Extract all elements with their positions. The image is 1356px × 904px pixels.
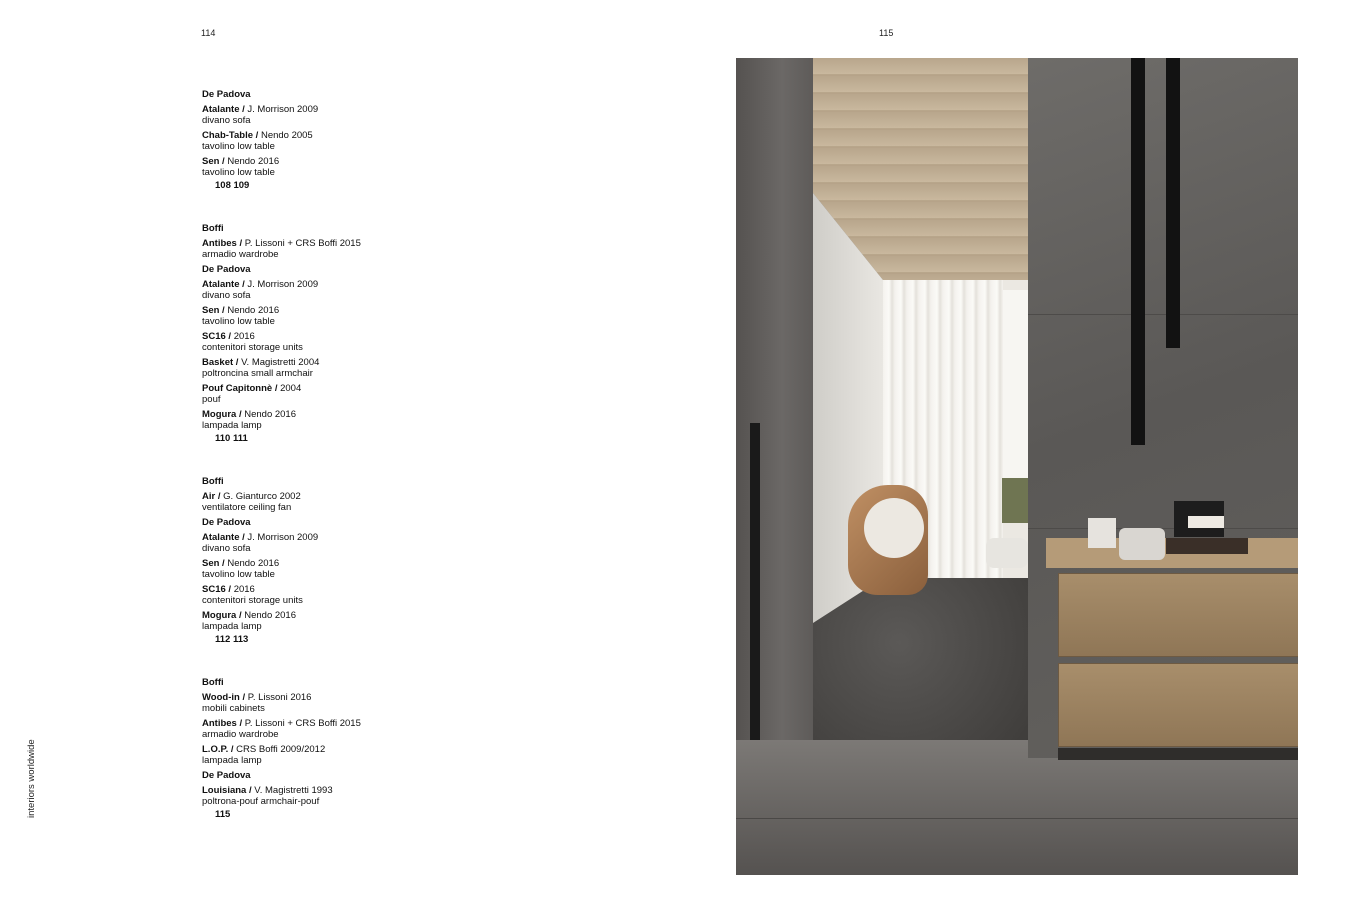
photo-tray (1166, 538, 1248, 554)
product-entry (202, 785, 462, 807)
product-description: lampada lamp (202, 420, 262, 431)
product-description: poltroncina small armchair (202, 368, 313, 379)
product-description: ventilatore ceiling fan (202, 502, 292, 513)
product-description: tavolino low table (202, 141, 275, 152)
product-description: lampada lamp (202, 755, 262, 766)
brand-name: De Padova (202, 770, 251, 781)
product-designer: J. Morrison 2009 (247, 279, 319, 290)
photo-marble-bowl (1119, 528, 1165, 560)
product-entry (202, 104, 462, 126)
page-reference: 108 109 (215, 180, 250, 191)
product-description: armadio wardrobe (202, 729, 279, 740)
product-name: Sen / (202, 156, 225, 167)
credit-group (202, 89, 462, 191)
product-designer: J. Morrison 2009 (247, 532, 319, 543)
product-designer: Nendo 2016 (244, 409, 297, 420)
product-designer: P. Lissoni + CRS Boffi 2015 (244, 718, 361, 729)
product-entry (202, 383, 462, 405)
product-entry (202, 409, 462, 431)
photo-cabinet-drawer (1058, 663, 1298, 747)
product-description: divano sofa (202, 543, 251, 554)
photo-soap-bar (1188, 516, 1224, 528)
product-entry (202, 238, 462, 260)
page-number-left: 114 (201, 28, 216, 38)
product-designer: 2004 (280, 383, 302, 394)
page-number-right: 115 (879, 28, 894, 38)
product-designer: Nendo 2016 (244, 610, 297, 621)
brand-name: De Padova (202, 264, 251, 275)
product-description: divano sofa (202, 115, 251, 126)
page-reference: 110 111 (215, 433, 248, 444)
product-name: Antibes / (202, 718, 243, 729)
product-name: SC16 / (202, 584, 232, 595)
interior-photo (736, 58, 1298, 875)
page-reference: 112 113 (215, 634, 249, 645)
product-entry (202, 692, 462, 714)
product-name: Mogura / (202, 409, 242, 420)
product-designer: V. Magistretti 2004 (241, 357, 320, 368)
product-description: poltrona-pouf armchair-pouf (202, 796, 320, 807)
product-name: Wood-in / (202, 692, 246, 703)
product-name: Pouf Capitonnè / (202, 383, 278, 394)
brand-name: Boffi (202, 223, 224, 234)
product-entry (202, 357, 462, 379)
product-designer: J. Morrison 2009 (247, 104, 319, 115)
product-entry (202, 156, 462, 178)
product-entry (202, 744, 462, 766)
photo-armchair-cushion (864, 498, 924, 558)
product-entry (202, 279, 462, 301)
product-entry (202, 491, 462, 513)
credits-list (202, 89, 462, 852)
product-entry (202, 610, 462, 632)
product-name: Atalante / (202, 279, 245, 290)
photo-cabinet-shadow (1058, 748, 1298, 760)
photo-carpet (813, 578, 1028, 740)
product-entry (202, 718, 462, 740)
product-name: Air / (202, 491, 221, 502)
photo-ottoman (986, 538, 1028, 568)
photo-marble-cube (1088, 518, 1116, 548)
product-entry (202, 532, 462, 554)
product-name: Sen / (202, 305, 225, 316)
product-designer: Nendo 2016 (227, 305, 280, 316)
product-entry (202, 331, 462, 353)
photo-pendant-lamp (1131, 58, 1145, 445)
product-description: tavolino low table (202, 316, 275, 327)
product-designer: Nendo 2005 (260, 130, 313, 141)
product-designer: P. Lissoni + CRS Boffi 2015 (244, 238, 361, 249)
photo-stone-joint (1028, 314, 1298, 315)
credit-group (202, 476, 462, 645)
product-description: pouf (202, 394, 221, 405)
product-description: mobili cabinets (202, 703, 265, 714)
product-designer: 2016 (233, 584, 255, 595)
product-description: lampada lamp (202, 621, 262, 632)
product-name: Atalante / (202, 532, 245, 543)
product-designer: 2016 (233, 331, 255, 342)
product-entry (202, 558, 462, 580)
product-name: Chab-Table / (202, 130, 259, 141)
product-designer: CRS Boffi 2009/2012 (236, 744, 326, 755)
product-designer: V. Magistretti 1993 (254, 785, 333, 796)
photo-pendant-lamp (1166, 58, 1180, 348)
photo-cabinet-drawer (1058, 573, 1298, 657)
product-name: Mogura / (202, 610, 242, 621)
product-entry (202, 305, 462, 327)
product-designer: P. Lissoni 2016 (247, 692, 312, 703)
product-description: tavolino low table (202, 569, 275, 580)
brand-name: Boffi (202, 677, 224, 688)
product-description: contenitori storage units (202, 342, 303, 353)
product-name: Sen / (202, 558, 225, 569)
product-entry (202, 130, 462, 152)
side-label: interiors worldwide (26, 739, 37, 818)
product-description: armadio wardrobe (202, 249, 279, 260)
product-description: divano sofa (202, 290, 251, 301)
product-entry (202, 584, 462, 606)
credit-group (202, 677, 462, 820)
photo-floor-joint (736, 818, 1298, 819)
brand-name: Boffi (202, 476, 224, 487)
product-name: SC16 / (202, 331, 232, 342)
product-designer: Nendo 2016 (227, 156, 280, 167)
product-description: tavolino low table (202, 167, 275, 178)
product-name: L.O.P. / (202, 744, 234, 755)
product-name: Louisiana / (202, 785, 252, 796)
product-name: Basket / (202, 357, 239, 368)
product-designer: Nendo 2016 (227, 558, 280, 569)
product-name: Atalante / (202, 104, 245, 115)
product-designer: G. Gianturco 2002 (223, 491, 301, 502)
photo-plant (1002, 478, 1028, 523)
credit-group (202, 223, 462, 444)
brand-name: De Padova (202, 517, 251, 528)
page-reference: 115 (215, 809, 231, 820)
brand-name: De Padova (202, 89, 251, 100)
product-description: contenitori storage units (202, 595, 303, 606)
product-name: Antibes / (202, 238, 243, 249)
photo-floor (736, 740, 1298, 875)
